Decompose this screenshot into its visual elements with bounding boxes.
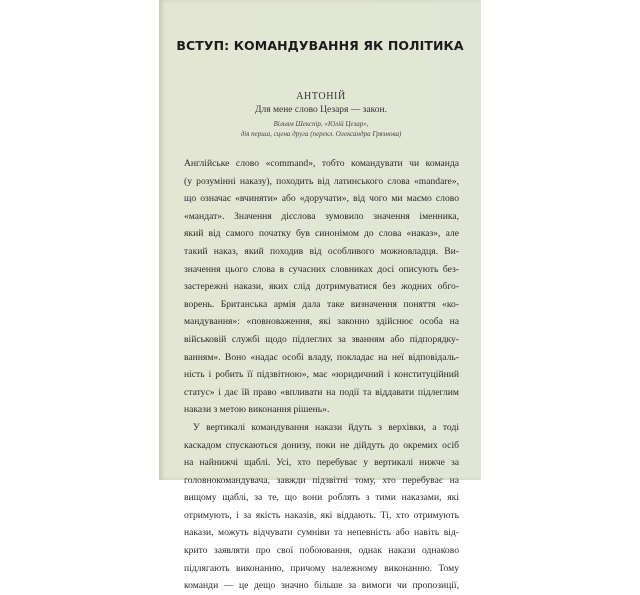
- text-line: головнокомандувача, завжди підзвітні тому, хто перебуває на: [184, 474, 459, 486]
- epigraph-speaker: АНТОНІЙ: [296, 91, 346, 102]
- text-line: статус» і дає їй право «впливати на події та віддавати підлеглим: [184, 386, 459, 398]
- text-line: підлягають виконанню, причому належному виконанню. Тому: [184, 562, 459, 574]
- paragraph: [184, 155, 459, 419]
- chapter-heading: ВСТУП: КОМАНДУВАННЯ ЯК ПОЛІТИКА: [176, 38, 464, 53]
- epigraph-source: [221, 120, 421, 139]
- text-line: У вертикалі командування накази йдуть з верхівки, а тоді: [193, 421, 459, 433]
- text-line: який від самого початку був синонімом до слова «наказ», але: [184, 228, 459, 240]
- paragraph: [184, 419, 459, 595]
- text-line: застережні накази, яких слід дотримуватися без жодних обго-: [184, 281, 459, 293]
- epigraph-quote: Для мене слово Цезаря — закон.: [255, 105, 387, 115]
- text-line: накази, можуть відчувати сумніви та непевність або навіть від-: [184, 527, 459, 539]
- book-page: [159, 0, 481, 592]
- text-line: такий наказ, який походив від особливого можновладця. Ви-: [184, 245, 459, 257]
- text-line: на найнижчі щаблі. Усі, хто перебуває у вертикалі нижче за: [184, 457, 459, 469]
- text-line: значення цього слова в сучасних словниках досі описують без-: [184, 263, 459, 275]
- text-line: вищому щаблі, за те, що вони роблять з тими наказами, які: [184, 492, 459, 504]
- body-text: [184, 155, 459, 595]
- text-line: (у розумінні наказу), походить від латинського слова «mandare»,: [184, 175, 459, 187]
- epigraph-source-line: Вільям Шекспір, «Юлій Цезар»,: [273, 120, 369, 128]
- text-line: ність і робить її підзвітною», має «юридичний і конституційний: [184, 369, 459, 381]
- epigraph: [221, 90, 421, 139]
- text-line: отримують, і за якість наказів, які віддають. Ті, хто отримують: [184, 509, 459, 521]
- text-line: мандування»: «повноваження, які законно здійснює особа на: [184, 316, 459, 328]
- text-line: військовій службі щодо підлеглих за званням або підпорядку-: [184, 333, 459, 345]
- epigraph-source-line: дія перша, сцена друга (перекл. Олександра Грязнова): [240, 129, 402, 138]
- text-line: крито заявляти про свої побоювання, однак накази однаково: [184, 545, 459, 557]
- text-line: команди — це дещо значно більше за вимоги чи пропозиції,: [184, 580, 459, 592]
- text-line: «мандат». Значення дієслова зумовило значення іменника,: [184, 210, 459, 222]
- text-line: ванням». Воно «надає особі владу, покладає на неї відповідаль-: [184, 351, 459, 363]
- text-line: каскадом спускаються донизу, поки не дійдуть до окремих осіб: [184, 439, 459, 451]
- text-line: накази з метою виконання рішень».: [184, 404, 330, 416]
- text-line: що означає «вчиняти» або «доручати», від чого ми маємо слово: [184, 193, 459, 205]
- text-line: ворень. Британська армія дала таке визначення поняття «ко-: [184, 298, 459, 310]
- text-line: Англійське слово «command», тобто командувати чи команда: [184, 158, 459, 169]
